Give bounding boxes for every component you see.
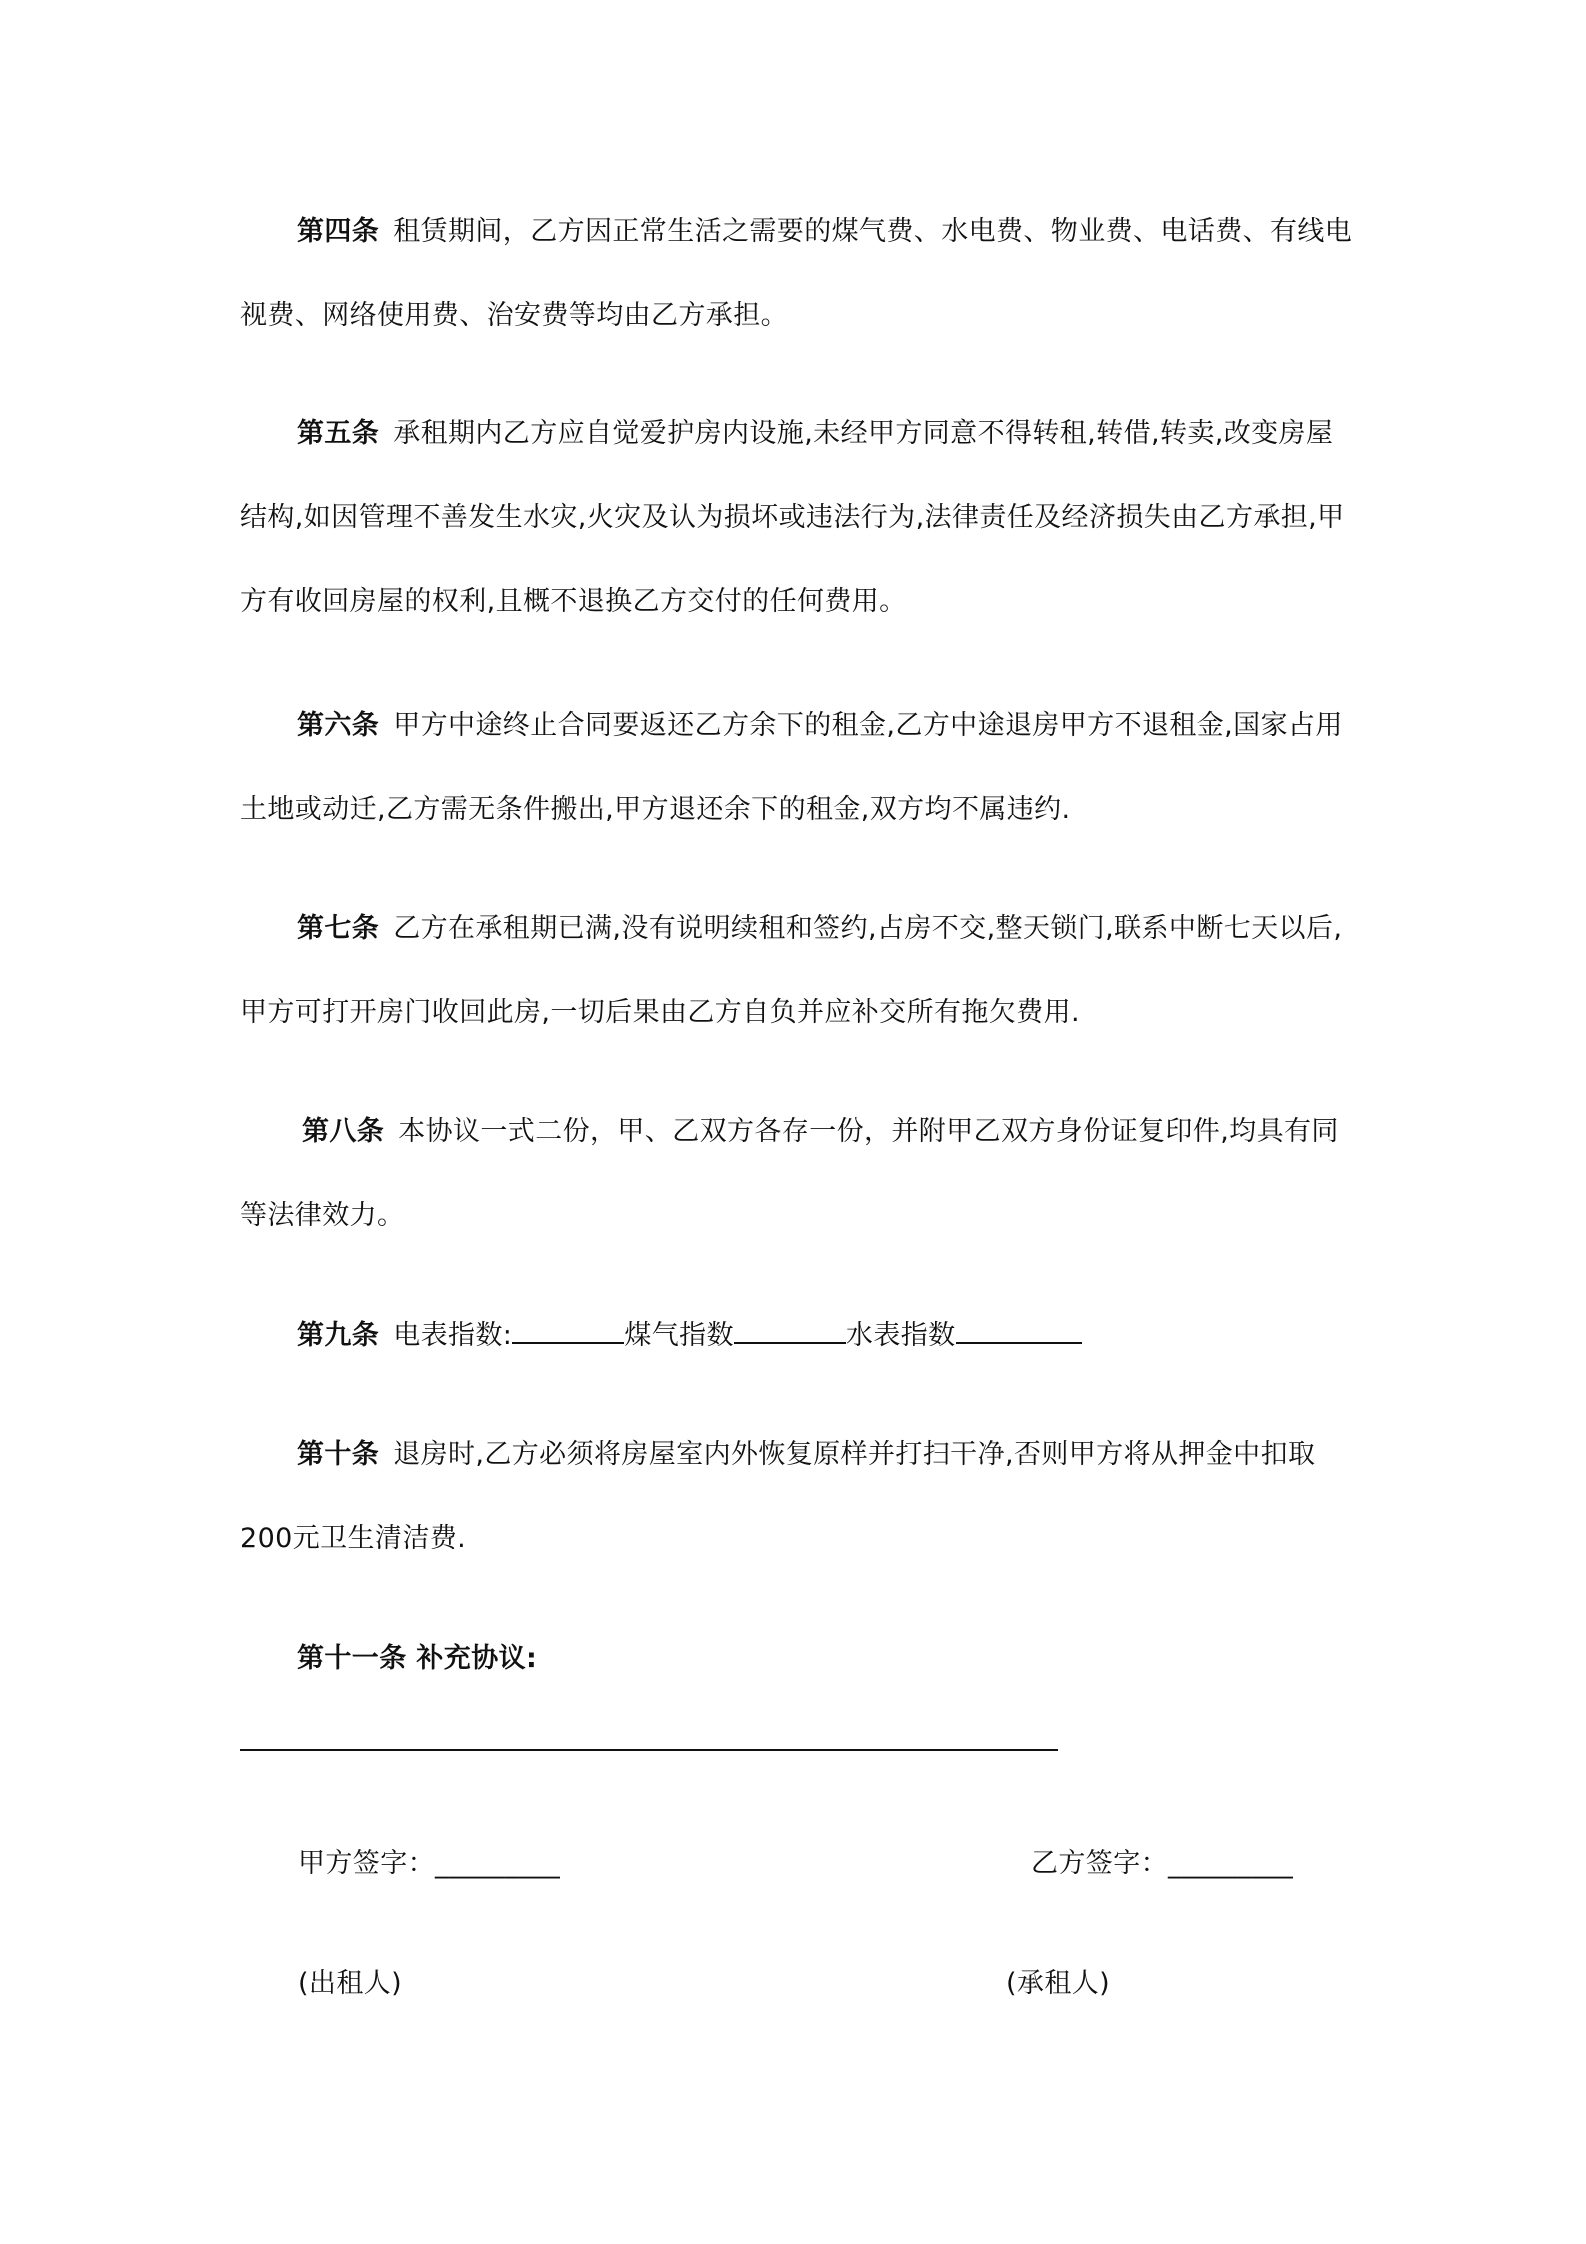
article-10-text: 退房时,乙方必须将房屋室内外恢复原样并打扫干净,否则甲方将从押金中扣取200元卫生清洁费. <box>240 1439 1316 1554</box>
article-7-number: 第七条 <box>297 913 380 944</box>
article-6-text: 甲方中途终止合同要返还乙方余下的租金,乙方中途退房甲方不退租金,国家占用土地或动迁,乙方需无条件搬出,甲方退还余下的租金,双方均不属违约. <box>240 710 1343 825</box>
supplementary-agreement-blank[interactable] <box>240 1723 1058 1751</box>
party-a-signature[interactable]: 甲方签字：_________ <box>298 1848 561 1879</box>
article-8 <box>240 1090 1355 1258</box>
electric-meter-label: 电表指数: <box>393 1320 513 1351</box>
article-11-title: 第十一条 补充协议: <box>297 1643 538 1674</box>
party-b-role: (承租人) <box>1006 1968 1111 1999</box>
article-5-text: 承租期内乙方应自觉爱护房内设施,未经甲方同意不得转租,转借,转卖,改变房屋结构,如因管理不善发生水灾,火灾及认为损坏或违法行为,法律责任及经济损失由乙方承担,甲方有收回房屋的权利,且概不退换乙方交付的任何费用。 <box>240 418 1345 617</box>
article-11 <box>240 1617 1355 1785</box>
article-6 <box>240 684 1355 852</box>
electric-meter-blank[interactable] <box>512 1316 624 1344</box>
article-5 <box>240 392 1355 644</box>
article-4-number: 第四条 <box>297 216 380 247</box>
article-4 <box>240 190 1355 358</box>
article-4-text: 租赁期间，乙方因正常生活之需要的煤气费、水电费、物业费、电话费、有线电视费、网络使用费、治安费等均由乙方承担。 <box>240 216 1353 331</box>
article-5-number: 第五条 <box>297 418 380 449</box>
water-meter-blank[interactable] <box>956 1316 1082 1344</box>
party-b-signature[interactable]: 乙方签字：_________ <box>1031 1848 1294 1879</box>
article-8-text: 本协议一式二份，甲、乙双方各存一份，并附甲乙双方身份证复印件,均具有同等法律效力。 <box>240 1116 1339 1231</box>
article-7 <box>240 887 1355 1055</box>
article-10-number: 第十条 <box>297 1439 380 1470</box>
article-9-number: 第九条 <box>297 1320 380 1351</box>
article-8-number: 第八条 <box>302 1116 385 1147</box>
gas-meter-label: 煤气指数 <box>624 1320 734 1351</box>
article-7-text: 乙方在承租期已满,没有说明续租和签约,占房不交,整天锁门,联系中断七天以后,甲方可打开房门收回此房,一切后果由乙方自负并应补交所有拖欠费用. <box>240 913 1343 1028</box>
party-a-role: (出租人) <box>298 1968 403 1999</box>
gas-meter-blank[interactable] <box>734 1316 846 1344</box>
article-6-number: 第六条 <box>297 710 380 741</box>
article-9 <box>240 1294 1355 1378</box>
article-10 <box>240 1413 1355 1581</box>
water-meter-label: 水表指数 <box>845 1320 956 1351</box>
